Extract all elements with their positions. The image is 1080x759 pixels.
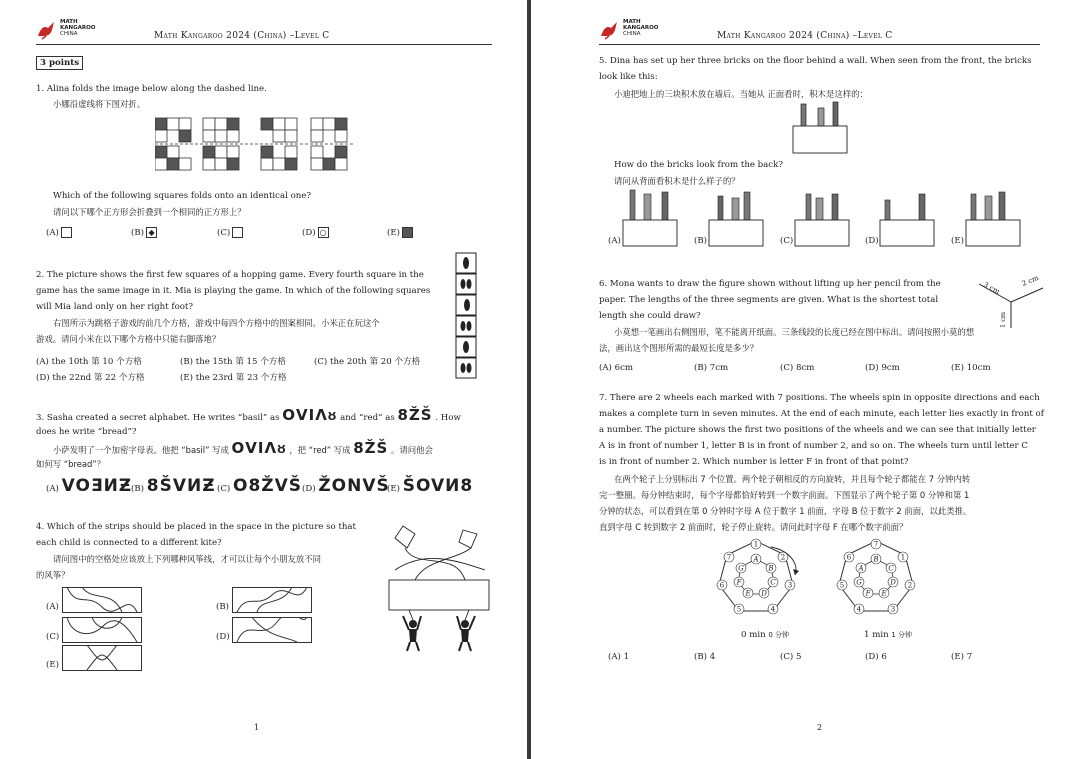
q2-option-e[interactable]: (E) the 23rd 第 23 个方格 xyxy=(180,373,287,383)
caption-1-min-zh: 1 分钟 xyxy=(891,631,913,639)
q3-text-en-1 xyxy=(36,406,461,424)
q7-text-en-2: makes a complete turn in seven minutes. At the end of each minute, each letter lies exactly in front of xyxy=(599,409,1044,419)
q3-option-e-label: (E) xyxy=(387,484,400,494)
logo-line-1: MATH xyxy=(60,19,78,25)
q5-question-en: How do the bricks look from the back? xyxy=(614,160,783,170)
q1-option-b-label: (B) xyxy=(131,228,145,238)
svg-text:A: A xyxy=(753,555,759,564)
q5-option-d-label: (D) xyxy=(865,236,879,246)
filled-square-icon xyxy=(402,227,413,238)
q1-option-a[interactable] xyxy=(46,227,72,238)
q3-option-d-code: ŽONVŠ xyxy=(318,476,390,496)
q7-option-c[interactable]: (C) 5 xyxy=(780,652,802,662)
svg-text:A: A xyxy=(858,564,864,573)
q3-zh-code-red: 8ŽŠ xyxy=(353,439,389,457)
q5-option-e-label: (E) xyxy=(951,236,964,246)
q3-option-d-label: (D) xyxy=(302,484,316,494)
q4-text-zh-1: 请问图中的空格处应该放上下列哪种风筝线，才可以让每个小朋友放不同 xyxy=(53,554,321,564)
wheel-0-min-figure xyxy=(711,535,801,631)
svg-text:B: B xyxy=(873,555,879,564)
q3-option-b-code: 8ŠVИƵ xyxy=(146,476,216,496)
q2-text-zh-1: 右图所示为跳格子游戏的前几个方格，游戏中每四个方格中的图案相同。小米正在玩这个 xyxy=(53,318,380,328)
q6-option-d[interactable]: (D) 9cm xyxy=(865,363,900,373)
q3-option-d[interactable] xyxy=(302,476,390,496)
q1-option-c[interactable] xyxy=(217,227,243,238)
q2-text-en-1: 2. The picture shows the first few squares of a hopping game. Every fourth square in the xyxy=(36,270,424,280)
logo-line-1: MATH xyxy=(623,19,641,25)
q5-option-e[interactable] xyxy=(951,236,964,246)
q4-option-a[interactable] xyxy=(46,602,59,612)
q7-option-d[interactable]: (D) 6 xyxy=(865,652,887,662)
strip-a-figure xyxy=(62,587,142,617)
svg-text:6: 6 xyxy=(846,553,852,562)
q6-text-en-3: length she could draw? xyxy=(599,311,701,321)
q7-text-zh-1: 在两个轮子上分别标出 7 个位置。两个轮子朝相反的方向旋转，并且每个轮子都能在 7 分钟内转 xyxy=(614,474,971,484)
page-header: Math Kangaroo 2024 (China) –Level C xyxy=(154,31,330,41)
strip-b-figure xyxy=(232,587,312,617)
q4-option-d[interactable] xyxy=(216,632,230,642)
page-1 xyxy=(0,0,527,759)
bricks-back-option-b xyxy=(708,188,766,252)
q4-text-en-2: each child is connected to a different kite? xyxy=(36,538,222,548)
q3-zh-code-basil: ОVIΛᴕ xyxy=(231,439,287,457)
svg-text:B: B xyxy=(768,564,774,573)
strip-c-figure xyxy=(62,617,142,647)
bricks-back-option-d xyxy=(879,188,937,252)
q3-option-b[interactable] xyxy=(131,476,216,496)
q6-option-e[interactable]: (E) 10cm xyxy=(951,363,991,373)
logo-line-3: CHINA xyxy=(623,31,641,37)
header-rule xyxy=(36,44,492,45)
section-label: 3 points xyxy=(36,56,83,70)
q1-text-zh: 小娜沿虚线将下图对折。 xyxy=(53,99,146,109)
star-square-icon xyxy=(61,227,72,238)
q5-question-zh: 请问从背面看积木是什么样子的？ xyxy=(614,176,740,186)
q2-option-b[interactable]: (B) the 15th 第 15 个方格 xyxy=(180,357,286,367)
q4-option-d-label: (D) xyxy=(216,632,230,642)
svg-text:F: F xyxy=(736,578,742,587)
q7-text-en-1: 7. There are 2 wheels each marked with 7 positions. The wheels spin in opposite directions and each xyxy=(599,393,1040,403)
q2-option-d[interactable]: (D) the 22nd 第 22 个方格 xyxy=(36,373,145,383)
q6-text-en-1: 6. Mona wants to draw the figure shown without lifting up her pencil from the xyxy=(599,279,941,289)
empty-square-icon xyxy=(232,227,243,238)
q3-option-c[interactable] xyxy=(217,476,302,496)
q3-text-part-3: . How xyxy=(435,413,461,423)
svg-text:F: F xyxy=(865,589,871,598)
diamond-square-icon: ◆ xyxy=(146,227,157,238)
svg-text:1: 1 xyxy=(753,540,759,549)
svg-text:2: 2 xyxy=(907,581,913,590)
q4-option-e-label: (E) xyxy=(46,660,59,670)
q3-option-a-code: VOƎИƵ xyxy=(61,476,133,496)
q1-option-d-label: (D) xyxy=(302,228,316,238)
svg-text:2: 2 xyxy=(780,553,786,562)
q6-text-en-2: paper. The lengths of the three segments are given. What is the shortest total xyxy=(599,295,939,305)
q3-text-part-2: and “red” as xyxy=(340,413,395,423)
svg-text:1: 1 xyxy=(900,553,906,562)
q7-text-zh-2: 完一整圈。每分钟结束时，每个字母都恰好转到一个数字前面。下图显示了两个轮子第 0 分钟和第 1 xyxy=(599,490,970,500)
q3-text-part-1: 3. Sasha created a secret alphabet. He writes “basil” as xyxy=(36,413,280,423)
logo-line-2: KANGAROO xyxy=(60,25,96,31)
q4-option-b[interactable] xyxy=(216,602,229,612)
logo-line-2: KANGAROO xyxy=(623,25,659,31)
q5-option-c[interactable] xyxy=(780,236,793,246)
svg-text:C: C xyxy=(770,578,776,587)
caption-1-min: 1 min xyxy=(864,630,889,640)
q5-option-c-label: (C) xyxy=(780,236,794,246)
bricks-back-option-a xyxy=(622,188,680,252)
svg-text:4: 4 xyxy=(770,605,776,614)
q3-option-b-label: (B) xyxy=(131,484,145,494)
q5-option-a[interactable] xyxy=(608,236,621,246)
q3-option-e[interactable] xyxy=(387,476,473,496)
svg-text:G: G xyxy=(738,564,744,573)
q4-option-e[interactable] xyxy=(46,660,59,670)
strip-e-figure xyxy=(62,645,142,675)
kite-picture xyxy=(385,520,495,656)
q1-option-d[interactable] xyxy=(302,227,329,238)
q4-option-c[interactable] xyxy=(46,632,59,642)
q6-text-zh-2: 法，画出这个图形所需的最短长度是多少？ xyxy=(599,343,759,353)
q2-option-c[interactable]: (C) the 20th 第 20 个方格 xyxy=(314,357,421,367)
bricks-back-option-c xyxy=(794,188,852,252)
segment-label-2cm: 2 cm xyxy=(1020,276,1040,288)
q1-option-e-label: (E) xyxy=(387,228,400,238)
logo-line-3: CHINA xyxy=(60,31,78,37)
page-2 xyxy=(531,0,1080,759)
q7-text-zh-3: 分钟的状态，可以看到在第 0 分钟时字母 A 位于数字 1 前面，字母 B 位于数字 2 前面，以此类推。 xyxy=(599,506,972,516)
page-header-2: Math Kangaroo 2024 (China) –Level C xyxy=(717,31,893,41)
q1-question-zh: 请问以下哪个正方形会折叠到一个相同的正方形上？ xyxy=(53,207,246,217)
segment-label-3cm: 3 cm xyxy=(982,280,1002,296)
q1-option-c-label: (C) xyxy=(217,228,231,238)
q3-text-zh-1 xyxy=(53,439,433,457)
q3-zh-part-3: 。请问他会 xyxy=(391,445,433,455)
q5-option-b-label: (B) xyxy=(694,236,708,246)
q7-text-en-3: a number. The picture shows the first two positions of the wheels and we can see that initially letter xyxy=(599,425,1036,435)
q4-text-zh-2: 的风筝？ xyxy=(36,570,70,580)
wheel-caption-1 xyxy=(864,630,912,641)
bricks-front-figure xyxy=(792,100,850,158)
svg-text:5: 5 xyxy=(736,605,742,614)
q4-option-b-label: (B) xyxy=(216,602,230,612)
wheel-caption-0 xyxy=(741,630,789,641)
page-number-2: 2 xyxy=(817,723,823,732)
svg-text:D: D xyxy=(890,578,896,587)
q4-text-en-1: 4. Which of the strips should be placed in the space in the picture so that xyxy=(36,522,357,532)
q1-text-en: 1. Alina folds the image below along the dashed line. xyxy=(36,84,267,94)
caption-0-min: 0 min xyxy=(741,630,766,640)
svg-text:6: 6 xyxy=(719,581,725,590)
page-number-1: 1 xyxy=(254,723,260,732)
q7-option-e[interactable]: (E) 7 xyxy=(951,652,973,662)
q7-option-b[interactable]: (B) 4 xyxy=(694,652,716,662)
q2-text-zh-2: 游戏。请问小米在以下哪个方格中只能右脚落地？ xyxy=(36,334,221,344)
q6-text-zh-1: 小莫想一笔画出右侧图形，笔不能离开纸面。三条线段的长度已经在图中标出。请问按照小莫的想 xyxy=(614,327,975,337)
svg-text:7: 7 xyxy=(726,553,732,562)
q3-option-e-code: ŠOVИ8 xyxy=(402,476,474,496)
q6-option-c[interactable]: (C) 8cm xyxy=(780,363,815,373)
wheel-1-min-figure xyxy=(831,535,921,631)
q1-option-b[interactable] xyxy=(131,227,157,238)
q6-option-a[interactable]: (A) 6cm xyxy=(599,363,634,373)
q5-option-a-label: (A) xyxy=(608,236,621,246)
svg-text:3: 3 xyxy=(890,605,896,614)
math-kangaroo-logo xyxy=(36,18,106,40)
q4-option-c-label: (C) xyxy=(46,632,60,642)
q4-option-a-label: (A) xyxy=(46,602,59,612)
svg-text:E: E xyxy=(745,589,751,598)
q1-fold-figure xyxy=(155,116,355,190)
q2-option-a[interactable]: (A) the 10th 第 10 个方格 xyxy=(36,357,142,367)
svg-text:7: 7 xyxy=(873,540,879,549)
math-kangaroo-logo-2 xyxy=(599,18,669,40)
q7-text-en-5: is in front of number 2. Which number is letter F in front of that point? xyxy=(599,457,909,467)
q7-text-zh-4: 直到字母 C 转到数字 2 前面时，轮子停止旋转。请问此时字母 F 在哪个数字前面？ xyxy=(599,522,908,532)
q5-option-d[interactable] xyxy=(865,236,879,246)
q3-option-a[interactable] xyxy=(46,476,132,496)
svg-text:G: G xyxy=(856,578,862,587)
q5-text-en-2: look like this: xyxy=(599,72,658,82)
q2-text-en-3: will Mia land only on her right foot? xyxy=(36,302,193,312)
svg-text:D: D xyxy=(761,589,767,598)
hopping-squares-figure xyxy=(455,252,477,388)
q7-text-en-4: A is in front of number 1, letter B is in front of number 2, and so on. The wheels turn until letter C xyxy=(599,441,1028,451)
q6-option-b[interactable]: (B) 7cm xyxy=(694,363,729,373)
caption-0-min-zh: 0 分钟 xyxy=(768,631,790,639)
svg-text:4: 4 xyxy=(856,605,862,614)
q3-option-a-label: (A) xyxy=(46,484,59,494)
q7-option-a[interactable]: (A) 1 xyxy=(608,652,630,662)
q1-option-a-label: (A) xyxy=(46,228,59,238)
three-segments-figure xyxy=(971,276,1051,342)
q5-option-b[interactable] xyxy=(694,236,707,246)
q3-code-basil: ОVIΛᴕ xyxy=(282,406,338,424)
bricks-back-option-e xyxy=(965,188,1023,252)
header-rule-2 xyxy=(599,44,1040,45)
q3-text-zh-2: 如何写 “bread”？ xyxy=(36,459,106,469)
svg-text:5: 5 xyxy=(839,581,845,590)
q2-text-en-2: game has the same image in it. Mia is playing the game. In which of the following squares xyxy=(36,286,431,296)
svg-text:E: E xyxy=(881,589,887,598)
q3-zh-part-2: ，把 “red” 写成 xyxy=(289,445,351,455)
svg-text:C: C xyxy=(888,564,894,573)
q1-option-e[interactable] xyxy=(387,227,413,238)
q3-text-en-2: does he write “bread”? xyxy=(36,427,137,437)
q3-option-c-label: (C) xyxy=(217,484,231,494)
svg-text:3: 3 xyxy=(787,581,793,590)
q3-zh-part-1: 小萨发明了一个加密字母表。他把 “basil” 写成 xyxy=(53,445,229,455)
q3-option-c-code: O8ŽVŠ xyxy=(233,476,303,496)
q5-text-zh-1: 小迪把地上的三块积木放在墙后。当她从 正面看时，积木是这样的： xyxy=(614,89,868,99)
circle-square-icon: ○ xyxy=(318,227,329,238)
strip-d-figure xyxy=(232,617,312,647)
segment-label-1cm: 1 cm xyxy=(999,311,1007,328)
q5-text-en-1: 5. Dina has set up her three bricks on the floor behind a wall. When seen from the front, the bricks xyxy=(599,56,1032,66)
q1-question-en: Which of the following squares folds onto an identical one? xyxy=(53,191,311,201)
q3-code-red: 8ŽŠ xyxy=(397,406,433,424)
